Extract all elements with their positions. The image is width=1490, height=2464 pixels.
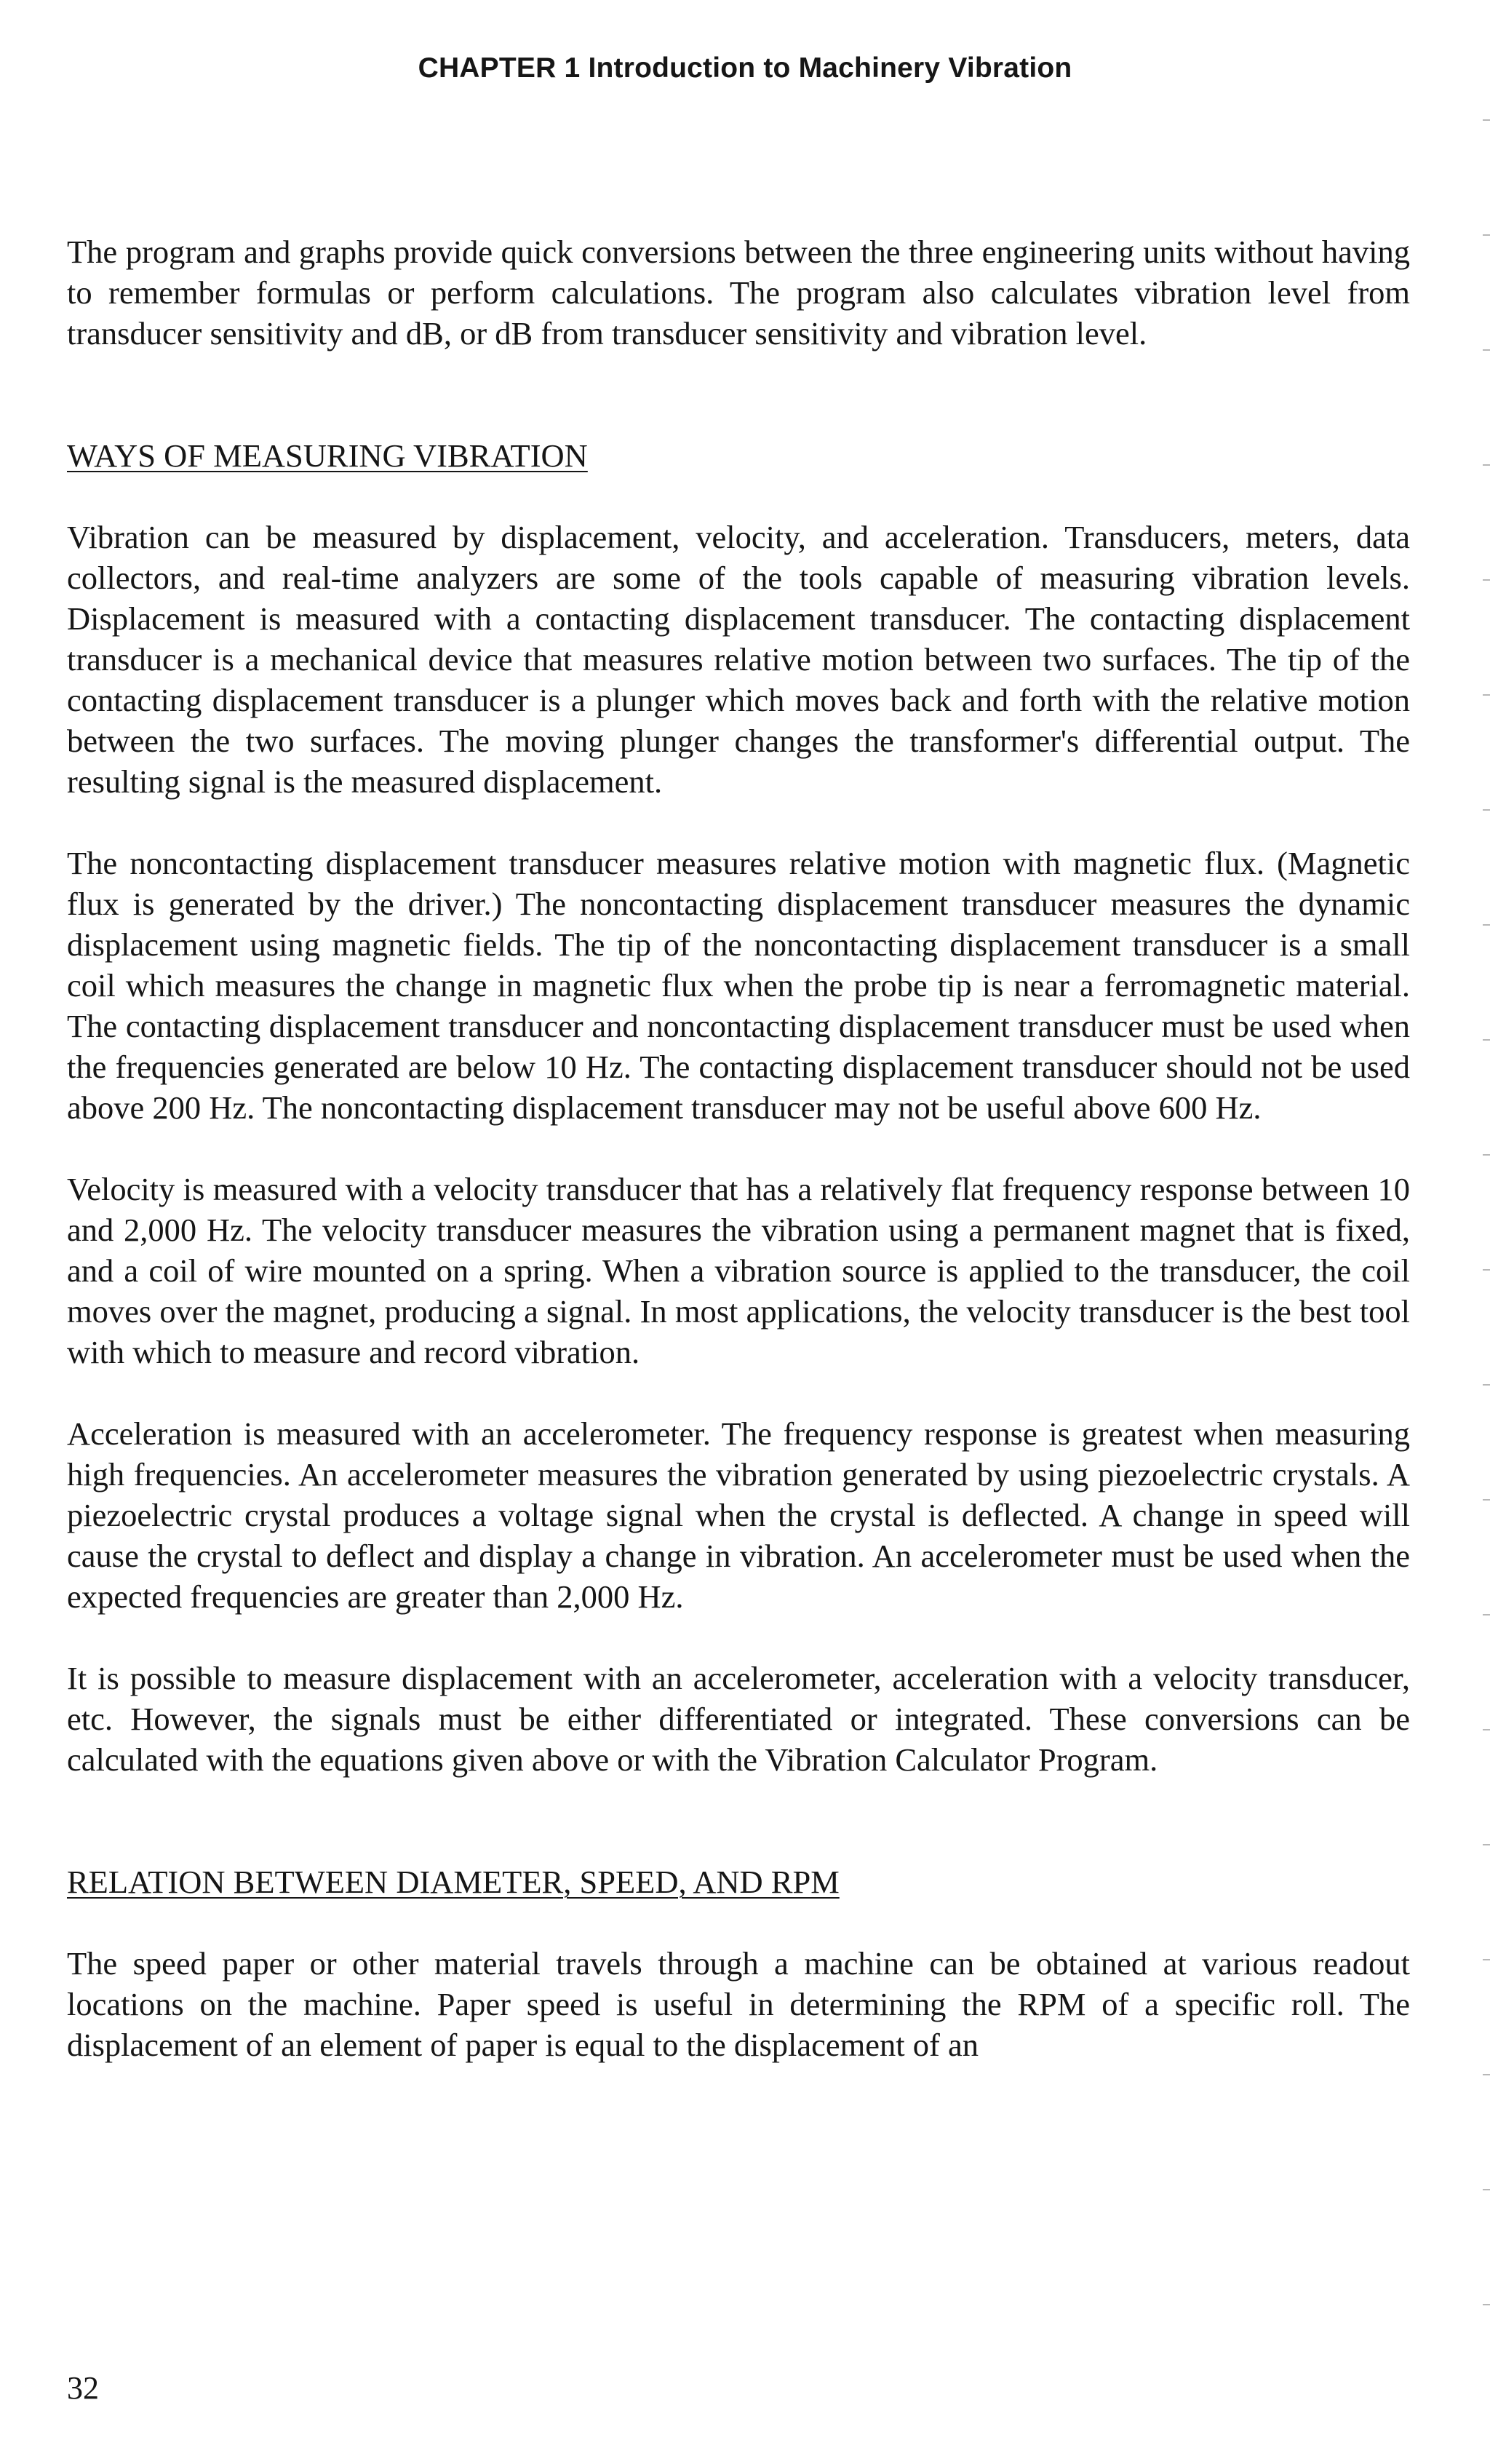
paragraph-displacement: Vibration can be measured by displacement, velocity, and acceleration. Transducers, meters, data collectors, and real-time analyzers are some of the tools capable of measuring vibration levels. Displacement is measured with a contacting displacement transducer. The contacting displacement transducer is a mechanical device that measures relative motion between two surfaces. The tip of the contacting displacement transducer is a plunger which moves back and forth with the relative motion between the two surfaces. The moving plunger changes the transformer's differential output. The resulting signal is the measured displacement. — [67, 519, 1410, 800]
scan-edge-mark — [1483, 1499, 1490, 1501]
scan-edge-mark — [1483, 1729, 1490, 1730]
scan-edge-mark — [1483, 2074, 1490, 2075]
scan-edge-mark — [1483, 924, 1490, 926]
section-heading-measuring: WAYS OF MEASURING VIBRATION — [67, 437, 588, 474]
scan-edge-mark — [1483, 2304, 1490, 2305]
paragraph-noncontacting: The noncontacting displacement transducer measures relative motion with magnetic flux. (Magnetic flux is generated by the driver.) The noncontacting displacement transducer measures the dynamic displacement using magnetic fields. The tip of the noncontacting displacement transducer is a small coil which measures the change in magnetic flux when the probe tip is near a ferromagnetic material. The contacting displacement transducer and noncontacting displacement transducer must be used when the frequencies generated are below 10 Hz. The contacting displacement transducer should not be used above 200 Hz. The noncontacting displacement transducer may not be useful above 600 Hz. — [67, 845, 1410, 1126]
paragraph-velocity: Velocity is measured with a velocity transducer that has a relatively flat frequency response between 10 and 2,000 Hz. The velocity transducer measures the vibration using a permanent magnet that is fixed, and a coil of wire mounted on a spring. When a vibration source is applied to the transducer, the coil moves over the magnet, producing a signal. In most applications, the velocity transducer is the best tool with which to measure and record vibration. — [67, 1171, 1410, 1370]
paragraph-paper-speed: The speed paper or other material travels through a machine can be obtained at various readout locations on the machine. Paper speed is useful in determining the RPM of a specific roll. The displacement of an element of paper is equal to the displacement of an — [67, 1945, 1410, 2063]
scan-edge-mark — [1483, 1269, 1490, 1271]
scan-edge-mark — [1483, 694, 1490, 696]
body-text — [67, 231, 1410, 2065]
scan-edge-mark — [1483, 1039, 1490, 1041]
page-number: 32 — [67, 2370, 99, 2406]
scan-edge-mark — [1483, 234, 1490, 236]
scan-edge-mark — [1483, 809, 1490, 811]
scan-edge-mark — [1483, 1614, 1490, 1615]
scan-edge-mark — [1483, 1959, 1490, 1960]
scan-edge-mark — [1483, 464, 1490, 466]
scan-edge-mark — [1483, 2189, 1490, 2190]
paragraph-conversions: It is possible to measure displacement with an accelerometer, acceleration with a velocity transducer, etc. However, the signals must be either differentiated or integrated. These conversions can be calculated with the equations given above or with the Vibration Calculator Program. — [67, 1660, 1410, 1778]
scan-edge-mark — [1483, 579, 1490, 581]
section-heading-relation: RELATION BETWEEN DIAMETER, SPEED, AND RPM — [67, 1864, 840, 1900]
paragraph-acceleration: Acceleration is measured with an accelerometer. The frequency response is greatest when measuring high frequencies. An accelerometer measures the vibration generated by using piezoelectric crystals. A piezoelectric crystal produces a voltage signal when the crystal is deflected. A change in speed will cause the crystal to deflect and display a change in vibration. An accelerometer must be used when the expected frequencies are greater than 2,000 Hz. — [67, 1415, 1410, 1615]
scan-edge-mark — [1483, 1844, 1490, 1845]
scan-edge-mark — [1483, 1384, 1490, 1386]
scan-edge-mark — [1483, 1154, 1490, 1156]
scan-edge-mark — [1483, 119, 1490, 121]
running-header: CHAPTER 1 Introduction to Machinery Vibration — [418, 52, 1072, 84]
scan-edge-mark — [1483, 349, 1490, 351]
intro-paragraph: The program and graphs provide quick conversions between the three engineering units without having to remember formulas or perform calculations. The program also calculates vibration level from transducer sensitivity and dB, or dB from transducer sensitivity and vibration level. — [67, 234, 1410, 351]
